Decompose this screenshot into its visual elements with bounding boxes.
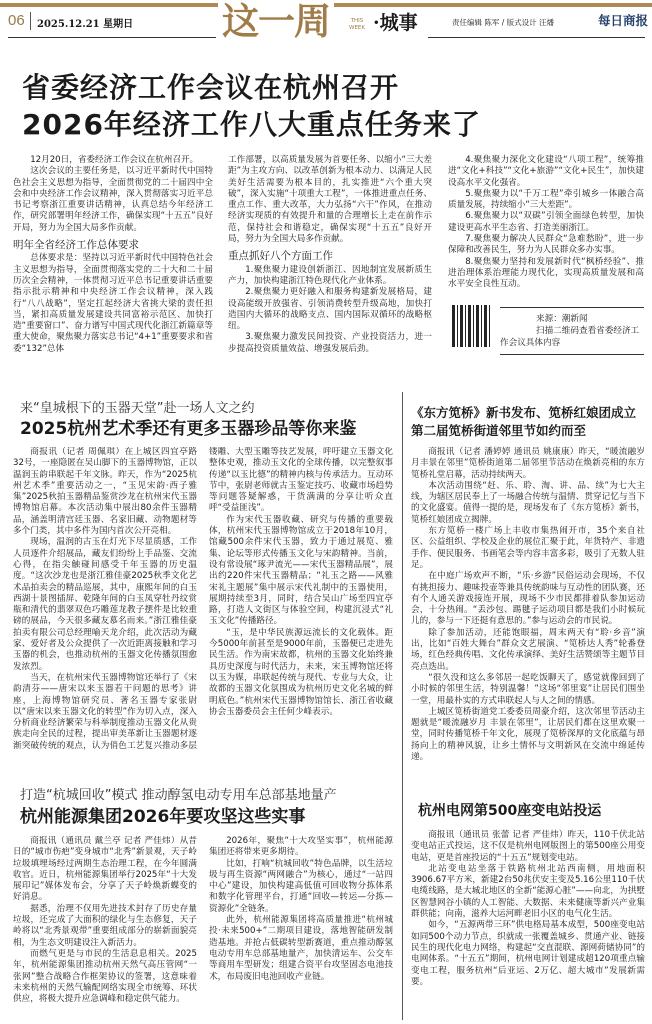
energy-body bbox=[13, 836, 393, 1008]
paragraph: “很久没和这么多邻居一起吃饭聊天了，感觉就像回到了小时候的邻里生活，特别温馨！”这场“邻里宴”让居民们围坐一堂，用最朴实的方式串联起人与人之间的情感。 bbox=[411, 672, 645, 706]
paragraph: 这次会议的主要任务是，以习近平新时代中国特色社会主义思想为指导，全面贯彻党的二十届四中全会和中央经济工作会议精神，深入贯彻落实习近平总书记考察浙江重要讲话精神，认真总结今年经济工作，研究部署明年经济工作，确保实现“十五五”良好开局，努力为全国大局多作贡献。 bbox=[13, 166, 213, 233]
paragraph: 当天，在杭州宋代玉器博物馆还举行了《宋韵清芬——唐宋以来玉器若干问题的思考》讲座，上海博物馆研究员、著名玉器专家张尉以“唐宋以来玉器文化的转型”作为切入点，深入分析商业经济繁荣与科举制度推动玉器文化从贵族走向全民的过程，提出审美革新让玉器题材逐渐突破传统的观点，认为俏色工艺复兴推动多层镂雕、大型玉雕等技艺发展，呼吁建立玉器文化整体史观，推动玉文化的全球传播，以完整叙事传递“以玉比德”的精神内核与传承活力。互动环节中，张尉老师就古玉鉴定技巧、收藏市场趋势等问题答疑解惑，干货满满的分享让听众直呼“受益匪浅”。 bbox=[13, 447, 393, 751]
paragraph: 商报讯（通讯员 张蕾 记者 严佳炜）昨天，110千伏北站变电站正式投运，这不仅是杭州电网版图上的第500座公用变电站，更是首座投运的“十五五”规划变电站。 bbox=[411, 830, 645, 863]
column-brand: 这一周 bbox=[218, 0, 334, 44]
header-rule-left bbox=[8, 37, 216, 38]
section-name: ·城事 bbox=[370, 8, 421, 35]
task-item: 8.聚焦聚力坚持和发展新时代“枫桥经验”、推进治理体系治理能力现代化，实现高质量发展和高水平安全良性互动。 bbox=[448, 256, 644, 290]
paragraph: 商报讯（通讯员 戴兰亭 记者 严佳炜）从昔日的“城市伤疤”变身城市“北秀”新景观，天子岭垃圾填埋场经过两期生态治理工程，在今年圆满收官。近日，杭州能源集团举行2025年“十大发展印记”媒体发布会，分享了天子岭焕新蝶变的好消息。 bbox=[13, 836, 197, 903]
paragraph: “玉，是中华民族源远流长的文化载体。距今5000年前甚至是9000年前，玉器便已走进先民生活。作为南宋故都，杭州的玉器文化始终兼具历史深度与时代活力，未来，宋玉博物馆还将以玉为媒，串联起传统与现代、专业与大众，让故都的玉器文化氛围成为杭州历史文化名城的鲜明底色。”杭州宋代玉器博物馆馆长、浙江省收藏协会玉器委员会主任何少峰表示。 bbox=[209, 627, 393, 717]
jianqiao-headline bbox=[411, 404, 636, 440]
task-item: 5.聚焦聚力以“千万工程”牵引城乡一体融合高质量发展，持续缩小“三大差距”。 bbox=[448, 188, 644, 211]
paragraph: 现场，温润的古玉在灯光下尽显质感，工作人员逐件介绍展品，藏友们纷纷上手品鉴、交流心得，在指尖触碰间感受千年玉器的历史温度。“这次沙龙也是浙江雅佳豪2025秋季文化艺术品拍卖会的精品巡展，其中，康熙年间的白玉西湖十景图插屏、乾隆年间的白玉凤穿牡丹纹赏瓶和清代的翡翠双色巧雕莲龙教子摆件是比较重磅的展品，今天很多藏友慕名而来。”浙江雅佳豪拍卖有限公司总经理喻天龙介绍，此次活动为藏家、爱好者及公众提供了一次近距离接触和学习玉器的机会，也推动杭州的玉器文化传播氛围愈发浓烈。 bbox=[13, 537, 197, 672]
divider bbox=[30, 12, 31, 30]
paragraph: 商报讯（记者 潘婷婷 通讯员 姚康康）昨天，“暖流融岁月丰景在邻里”笕桥街道第二届邻里节活动在焕新亮相的东方笕桥礼堂启幕，活动持续两天。 bbox=[411, 447, 645, 480]
paragraph: 北站变电站坐落于铁路杭州北站西南侧，用地面积3906.67平方米，新建2台50兆伏安主变及5.16公里110千伏电缆线路，是大城北地区的全新“能源心脏”——向北，为拱墅区智慧网谷小镇的人工智能、大数据、未来健康等新兴产业集群供能；向南，滋养大运河畔老旧小区的电气化生活。 bbox=[411, 863, 645, 920]
task-item: 7.聚焦聚力解决人民群众“急难愁盼”，进一步保障和改善民生，努力为人民群众多办实事。 bbox=[448, 234, 644, 256]
column-brand-en: THIS WEEK bbox=[346, 18, 368, 32]
energy-headline: 杭州能源集团2026年要攻坚这些实事 bbox=[20, 807, 306, 827]
subheading: 重点抓好八个方面工作 bbox=[228, 250, 333, 263]
task-item: 3.聚焦聚力激发民间投资、产业投资活力，进一步提高投资质量效益、增强发展后劲。 bbox=[228, 332, 432, 354]
paragraph: 此外，杭州能源集团将高质量推进“杭州城投·未来500+”二期项目建设，落地智能研发制造基地。并抢占低碳转型新赛道，重点推动醇氢电动专用车总部基地量产，加快清运车、公交车等商用车型研发；组建合资平台攻坚固态电池技术，布局废旧电池回收产业链。 bbox=[209, 915, 393, 982]
grid-body bbox=[411, 830, 645, 988]
jianqiao-body bbox=[411, 447, 645, 763]
energy-kicker: 打造“杭城回收”模式 推动醇氢电动专用车总部基地量产 bbox=[20, 788, 337, 803]
task-item: 2.聚焦聚力更好融入和服务构建新发展格局，建设高能级开放强省、引领消费转型升级高地，加快打造国内大循环的战略支点、国内国际双循环的战略枢纽。 bbox=[228, 287, 432, 332]
paragraph: 比如，打响“杭城回收”特色品牌，以生活垃圾与再生资源“两网融合”为核心，通过“一站四中心”建设，加快构建高低值可回收物分拣体系和数字化管理平台，打通“回收—转运—分拣—资源化”全链条。 bbox=[209, 858, 393, 914]
task-item: 6.聚焦聚力以“双碳”引领全面绿色转型，加快建设更高水平生态省、打造美丽浙江。 bbox=[448, 211, 644, 233]
paragraph: 工作部署，以高质量发展为首要任务、以缩小“三大差距”为主攻方向、以改革创新为根本动力、以满足人民美好生活需要为根本目的，扎实推进“六个重大突破”，深入实施“十项重大工程”，一体推进重点任务、重点工作、重大改革，大力弘扬“六干”作风，在推动经济实现质的有效提升和量的合理增长上走在前作示范，保持社会和谐稳定，确保实现“十五五”良好开局，努力为全国大局多作贡献。 bbox=[228, 155, 432, 245]
lead-headline-line2: 2026年经济工作八大重点任务来了 bbox=[22, 108, 481, 141]
paragraph: 除了参加活动，还能饱眼福，周末两天有“聆·乡音”演出，比如“百姓大舞台”群众文艺展演、“笕桥达人秀”轮番登场，红色经典传唱、文化传承演绎、美好生活赞颂等主题节目亮点迭出。 bbox=[411, 627, 645, 672]
lead-column-2 bbox=[228, 155, 432, 355]
newspaper-logo: 每日商报 bbox=[598, 13, 649, 28]
qr-code-box bbox=[452, 305, 644, 357]
qr-source: 来源：潮新闻 bbox=[536, 314, 588, 324]
paragraph: 东方笕桥一楼广场上丰收市集热闹开市，35个来自社区、公益组织、学校及企业的展位汇聚于此，年货特产、非遗手作、便民服务、书画笔会等内容丰富多彩，吸引了无数人驻足。 bbox=[411, 526, 645, 570]
header-rule-right bbox=[428, 37, 645, 38]
lead-column-1 bbox=[13, 155, 213, 355]
qr-hint: 扫描二维码查看省委经济工作会议具体内容 bbox=[500, 326, 640, 348]
jianqiao-headline-line2: 第二届笕桥街道邻里节如约而至 bbox=[411, 423, 587, 438]
paragraph: 上城区笕桥街道党工委委员周豪介绍，这次邻里节活动主题就是“暖流融岁月 丰景在邻里”，让居民们都在这里欢聚一堂，同时传播笕桥千年文化，展现了笕桥深厚的文化底蕴与昂扬向上的精神风貌，让乡土情怀与文明新风在交流中绵延传递。 bbox=[411, 706, 645, 763]
paragraph: 如今，“五源两带三环”供电格局基本成型，500座变电站如同500个动力节点，织就成一张覆盖城乡、贯通产业、链接民生的现代化电力网络，构建起“交直混联、源网荷储协同”的电网体系。“十五五”期间，杭州电网计划建成超120项重点输变电工程，服务杭州“后亚运、2万亿、超大城市”发展新需要。 bbox=[411, 920, 645, 987]
paragraph: 作为宋代玉器收藏、研究与传播的重要载体，杭州宋代玉器博物馆成立于2018年10月，馆藏500余件宋代玉器，致力于通过展览、雅集、论坛等形式传播玉文化与宋韵精神。当前，设有常设展“琢尹流光——宋代玉器精品展”，展出约220件宋代玉器精品；“礼玉之路——风雅宋礼主题展”集中展示宋代礼制中的玉器使用，展期持续至3月，同时，结合吴山广场至四宜亭路，打造人文街区与体验空间，构建沉浸式“礼玉文化”传播路径。 bbox=[209, 514, 393, 627]
jade-kicker: 来“皇城根下的玉器天堂”赴一场人文之约 bbox=[20, 401, 255, 416]
qr-caption bbox=[500, 307, 644, 355]
jade-body bbox=[13, 447, 393, 755]
paragraph: 12月20日，省委经济工作会议在杭州召开。 bbox=[30, 155, 199, 165]
paragraph: 据悉，治理不仅用先进技术封存了历史存量垃圾，还完成了大面积的绿化与生态修复，天子岭将以“北秀景观带”重要组成部分的崭新面貌亮相，为生态文明建设注入新活力。 bbox=[13, 903, 197, 948]
subheading: 明年全省经济工作总体要求 bbox=[13, 239, 139, 252]
issue-date: 2025.12.21 星期日 bbox=[37, 19, 134, 30]
paragraph: 总体要求是：坚持以习近平新时代中国特色社会主义思想为指导，全面贯彻落实党的二十大和二十届历次全会精神，一体贯彻习近平总书记重要讲话重要指示批示精神和中央经济工作会议精神，深入践行“八八战略”，坚定扛起经济大省挑大梁的责任担当，紧扣高质量发展建设共同富裕示范区、加快打造“重要窗口”、奋力谱写中国式现代化浙江新篇章等重大使命，聚焦聚力落实总书记“4+1”重要要求和省委“132”总体 bbox=[13, 253, 213, 354]
paragraph: 而燃气更是与市民的生活息息相关。2025年，杭州能源集团推动杭州天然气高压管网“一张网”整合战略合作框架协议的签署，这意味着未来杭州的天然气输配网络实现全市统筹、环状供应，将极大提升应急调峰和稳定供气能力。 bbox=[13, 948, 197, 1005]
task-item: 4.聚焦聚力深化文化建设“八项工程”，统筹推进“文化+科技”“文化+旅游”“文化+民生”，加快建设高水平文化强省。 bbox=[448, 155, 644, 188]
paragraph: 商报讯（记者 周佩琪）在上城区四宜亭路32号，一座隐匿在吴山脚下的玉器博物馆，正以温润玉韵串联起千年文脉。昨天，作为“2025杭州艺术季”重要活动之一，“玉见宋韵·西子雅集”2025秋拍玉器精品鉴赏沙龙在杭州宋代玉器博物馆启幕。本次活动集中展出80余件玉器精品，涵盖明清宫廷玉器、名家旧藏、动物题材等多个门类，其中多件为国内首次公开亮相。 bbox=[13, 447, 197, 537]
grid-headline: 杭州电网第500座变电站投运 bbox=[418, 803, 602, 819]
paragraph: 在中庭广场欢声不断，“乐·乡游”民俗运动会现场，不仅有挑担接力、趣味投壶等兼具传统韵味与互动性的团队赛，还有个人通关游戏接连开展，现场不少市民都排着队参加运动会，十分热闹。“丢沙包、踢毽子运动项目都是我们小时候玩儿的，参与一下还挺有意思的。”参与运动会的市民说。 bbox=[411, 571, 645, 627]
lead-column-3 bbox=[448, 155, 644, 291]
editors-credit: 责任编辑 陈军 / 版式设计 汪燔 bbox=[452, 18, 555, 27]
jade-headline: 2025杭州艺术季还有更多玉器珍品等你来鉴 bbox=[20, 419, 357, 439]
jianqiao-headline-line1: 《东方笕桥》新书发布、笕桥红娘团成立 bbox=[411, 405, 637, 420]
lead-headline-line1: 省委经济工作会议在杭州召开 bbox=[22, 71, 400, 104]
column-divider bbox=[402, 392, 403, 1020]
paragraph: 本次活动围绕“赶、乐、聆、淘、讲、品、续”为七大主线，为辖区居民奉上了一场融合传统与温情、贯穿记忆与当下的文化盛宴。值得一提的是，现场发布了《东方笕桥》新书，笕桥红娘团成立揭牌。 bbox=[411, 480, 645, 525]
page-number: 06 bbox=[8, 12, 25, 29]
task-item: 1.聚焦聚力建设创新浙江、因地制宜发展新质生产力，加快构建浙江特色现代化产业体系。 bbox=[228, 264, 432, 286]
qr-code-image[interactable] bbox=[452, 305, 490, 347]
paragraph: 2026年，聚焦“十大攻坚实事”，杭州能源集团还将带来更多期待。 bbox=[209, 836, 393, 858]
